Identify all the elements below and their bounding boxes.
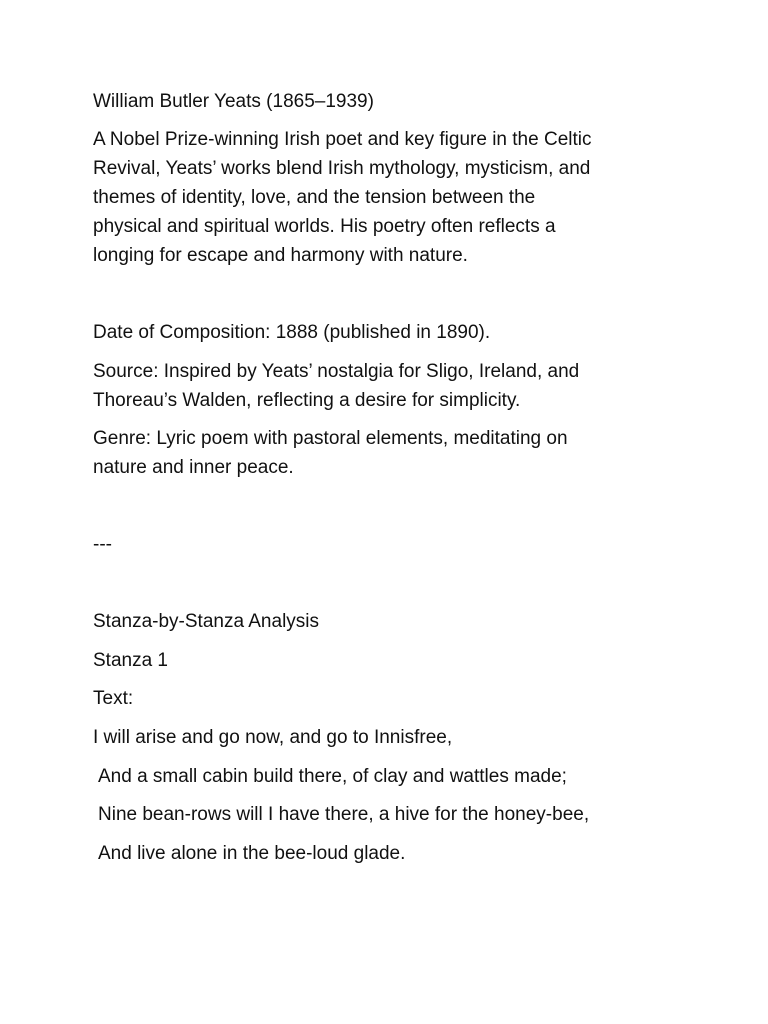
date-of-composition: Date of Composition: 1888 (published in 1890). xyxy=(93,322,491,343)
genre-line: nature and inner peace. xyxy=(93,457,294,478)
stanza-line: I will arise and go now, and go to Innisfree, xyxy=(93,727,453,748)
source-line: Source: Inspired by Yeats’ nostalgia for Sligo, Ireland, and xyxy=(93,361,580,382)
text-label: Text: xyxy=(93,688,134,709)
bio-line: longing for escape and harmony with nature. xyxy=(93,245,468,266)
stanza-line: Nine bean-rows will I have there, a hive for the honey-bee, xyxy=(98,804,590,825)
source-line: Thoreau’s Walden, reflecting a desire for simplicity. xyxy=(93,390,521,411)
stanza-heading: Stanza 1 xyxy=(93,650,168,671)
analysis-heading: Stanza-by-Stanza Analysis xyxy=(93,611,320,632)
genre-line: Genre: Lyric poem with pastoral elements, meditating on xyxy=(93,428,568,449)
genre-paragraph xyxy=(93,424,568,482)
bio-line: Revival, Yeats’ works blend Irish mythology, mysticism, and xyxy=(93,158,591,179)
stanza-line: And live alone in the bee-loud glade. xyxy=(98,843,406,864)
bio-line: A Nobel Prize-winning Irish poet and key figure in the Celtic xyxy=(93,129,592,150)
section-separator: --- xyxy=(93,534,112,555)
stanza-line: And a small cabin build there, of clay and wattles made; xyxy=(98,766,567,787)
author-bio xyxy=(93,125,591,270)
bio-line: themes of identity, love, and the tension between the xyxy=(93,187,536,208)
bio-line: physical and spiritual worlds. His poetry often reflects a xyxy=(93,216,556,237)
source-paragraph xyxy=(93,357,579,415)
author-heading: William Butler Yeats (1865–1939) xyxy=(93,91,374,112)
